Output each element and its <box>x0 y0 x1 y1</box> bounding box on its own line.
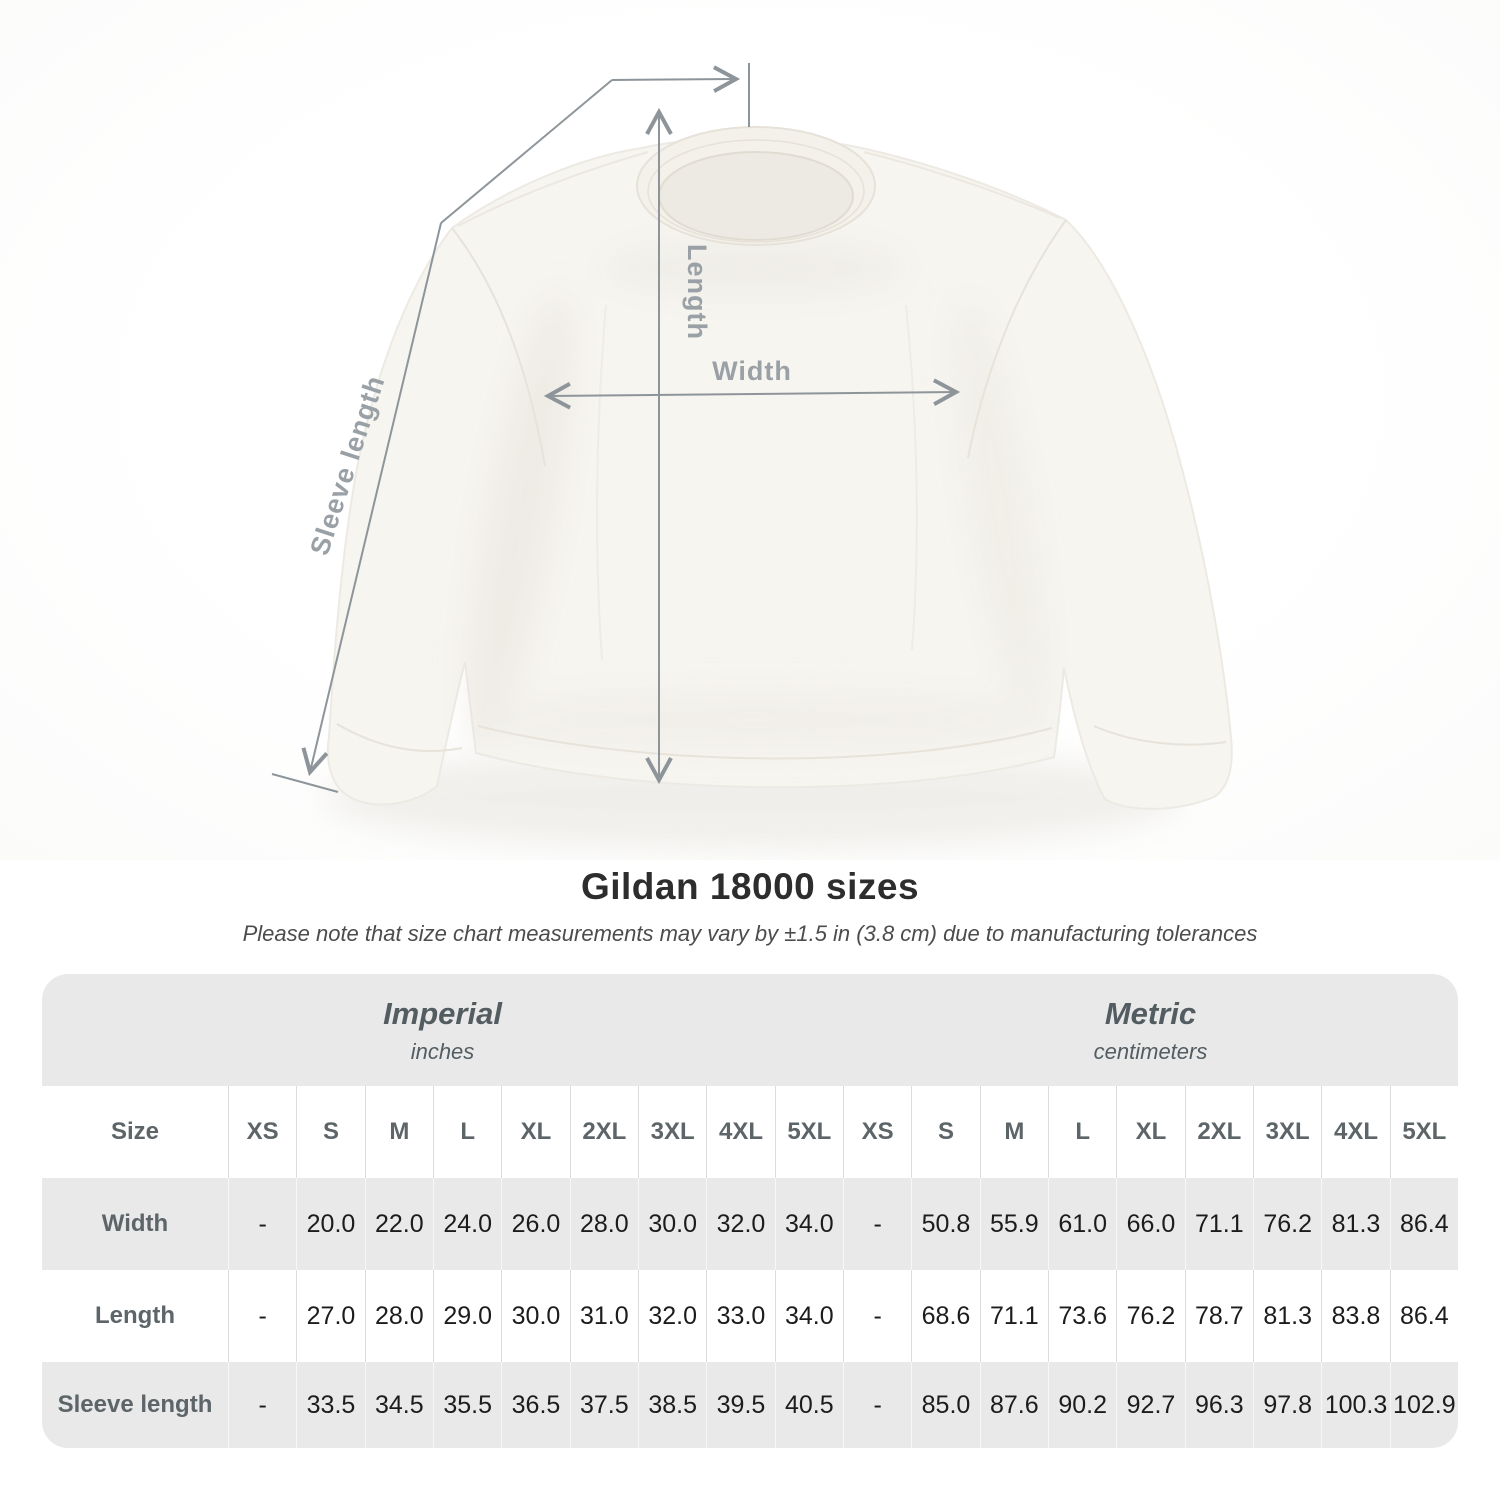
size-header-metric-2xl: 2XL <box>1185 1086 1253 1178</box>
imperial-value: 37.5 <box>570 1362 638 1448</box>
imperial-value: 33.0 <box>706 1270 774 1362</box>
metric-value: 61.0 <box>1048 1178 1116 1270</box>
size-header-imperial-s: S <box>296 1086 364 1178</box>
measure-row-2 <box>42 1362 1458 1448</box>
page-title: Gildan 18000 sizes <box>580 866 920 907</box>
imperial-value: 28.0 <box>365 1270 433 1362</box>
metric-value: 50.8 <box>911 1178 979 1270</box>
size-header-imperial-4xl: 4XL <box>706 1086 774 1178</box>
metric-value: 71.1 <box>1185 1178 1253 1270</box>
metric-value: 87.6 <box>980 1362 1048 1448</box>
imperial-value: 27.0 <box>296 1270 364 1362</box>
metric-value: - <box>843 1362 911 1448</box>
metric-value: 81.3 <box>1321 1178 1389 1270</box>
imperial-value: 30.0 <box>638 1178 706 1270</box>
metric-value: 76.2 <box>1253 1178 1321 1270</box>
size-header-metric-3xl: 3XL <box>1253 1086 1321 1178</box>
cuff-tick <box>272 774 338 792</box>
metric-value: 100.3 <box>1321 1362 1389 1448</box>
metric-title: Metric <box>1104 995 1197 1031</box>
metric-value: 90.2 <box>1048 1362 1116 1448</box>
imperial-value: 38.5 <box>638 1362 706 1448</box>
metric-value: 92.7 <box>1116 1362 1184 1448</box>
metric-value: 97.8 <box>1253 1362 1321 1448</box>
row-label: Length <box>95 1302 175 1329</box>
imperial-value: 39.5 <box>706 1362 774 1448</box>
row-label: Sleeve length <box>57 1391 213 1418</box>
size-header-metric-4xl: 4XL <box>1321 1086 1389 1178</box>
imperial-value: 30.0 <box>501 1270 569 1362</box>
metric-value: 66.0 <box>1116 1178 1184 1270</box>
collar <box>637 127 875 245</box>
imperial-value: 26.0 <box>501 1178 569 1270</box>
width-label: Width <box>712 356 792 386</box>
tolerance-note: Please note that size chart measurements may vary by ±1.5 in (3.8 cm) due to manufacturing tolerances <box>242 921 1258 946</box>
imperial-value: 34.0 <box>775 1178 843 1270</box>
imperial-value: - <box>228 1178 296 1270</box>
imperial-value: 32.0 <box>638 1270 706 1362</box>
metric-value: 73.6 <box>1048 1270 1116 1362</box>
metric-value: 96.3 <box>1185 1362 1253 1448</box>
size-header-metric-m: M <box>980 1086 1048 1178</box>
unit-header-band <box>42 974 1458 1086</box>
size-header-imperial-3xl: 3XL <box>638 1086 706 1178</box>
size-header-metric-s: S <box>911 1086 979 1178</box>
size-header-metric-5xl: 5XL <box>1390 1086 1458 1178</box>
metric-value: - <box>843 1178 911 1270</box>
metric-value: 86.4 <box>1390 1178 1458 1270</box>
unit-group-metric <box>843 974 1458 1086</box>
imperial-value: 33.5 <box>296 1362 364 1448</box>
size-column-header: Size <box>110 1118 160 1145</box>
size-header-imperial-l: L <box>433 1086 501 1178</box>
metric-value: 76.2 <box>1116 1270 1184 1362</box>
length-label: Length <box>682 244 712 340</box>
metric-value: 68.6 <box>911 1270 979 1362</box>
metric-value: 86.4 <box>1390 1270 1458 1362</box>
size-header-imperial-5xl: 5XL <box>775 1086 843 1178</box>
imperial-title: Imperial <box>383 995 502 1031</box>
metric-value: 81.3 <box>1253 1270 1321 1362</box>
measure-row-1 <box>42 1270 1458 1362</box>
size-header-imperial-xs: XS <box>228 1086 296 1178</box>
imperial-value: 34.0 <box>775 1270 843 1362</box>
size-header-metric-l: L <box>1048 1086 1116 1178</box>
imperial-value: - <box>228 1270 296 1362</box>
imperial-subtitle: inches <box>410 1038 475 1064</box>
size-header-imperial-m: M <box>365 1086 433 1178</box>
imperial-value: 31.0 <box>570 1270 638 1362</box>
size-header-imperial-xl: XL <box>501 1086 569 1178</box>
sweatshirt-illustration <box>328 127 1232 809</box>
size-header-metric-xl: XL <box>1116 1086 1184 1178</box>
metric-value: 83.8 <box>1321 1270 1389 1362</box>
metric-value: - <box>843 1270 911 1362</box>
size-header-row <box>42 1086 1458 1178</box>
row-label: Width <box>101 1210 169 1237</box>
unit-group-imperial <box>42 974 843 1086</box>
metric-value: 102.9 <box>1390 1362 1458 1448</box>
sleeve-length-label: Sleeve length <box>304 371 391 559</box>
metric-value: 55.9 <box>980 1178 1048 1270</box>
metric-subtitle: centimeters <box>1093 1038 1208 1064</box>
imperial-value: 22.0 <box>365 1178 433 1270</box>
imperial-value: 40.5 <box>775 1362 843 1448</box>
imperial-value: 32.0 <box>706 1178 774 1270</box>
metric-value: 78.7 <box>1185 1270 1253 1362</box>
sleeve-top-arrow-line <box>612 79 736 80</box>
imperial-value: 34.5 <box>365 1362 433 1448</box>
size-header-imperial-2xl: 2XL <box>570 1086 638 1178</box>
measure-row-0 <box>42 1178 1458 1270</box>
metric-value: 71.1 <box>980 1270 1048 1362</box>
imperial-value: 20.0 <box>296 1178 364 1270</box>
imperial-value: 28.0 <box>570 1178 638 1270</box>
imperial-value: 24.0 <box>433 1178 501 1270</box>
imperial-value: 29.0 <box>433 1270 501 1362</box>
imperial-value: 35.5 <box>433 1362 501 1448</box>
imperial-value: 36.5 <box>501 1362 569 1448</box>
size-header-metric-xs: XS <box>843 1086 911 1178</box>
size-table <box>42 974 1458 1448</box>
metric-value: 85.0 <box>911 1362 979 1448</box>
imperial-value: - <box>228 1362 296 1448</box>
